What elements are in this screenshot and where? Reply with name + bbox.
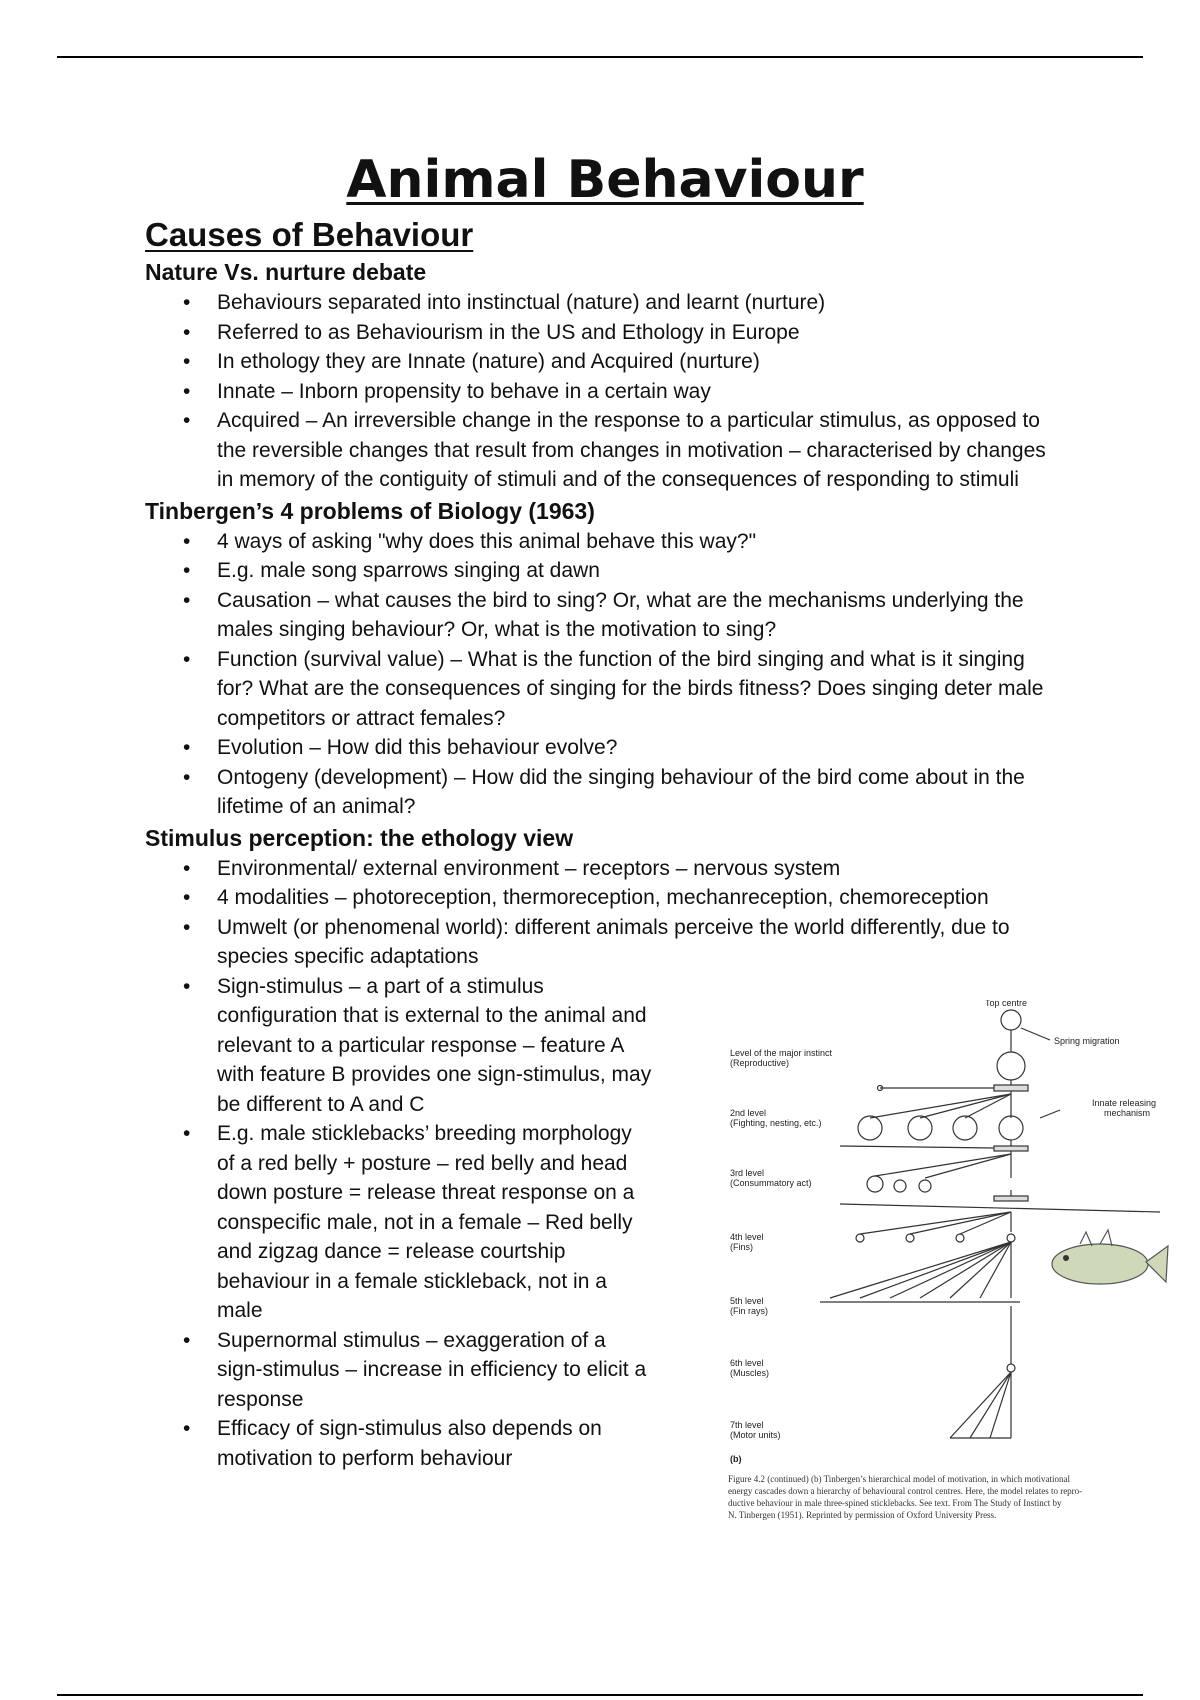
bullet-icon: • xyxy=(183,765,191,789)
irm-label: Innate releasing xyxy=(1092,1098,1157,1108)
level-label: 6th level xyxy=(730,1358,764,1368)
bullet-icon: • xyxy=(183,856,191,880)
level-label: 5th level xyxy=(730,1296,764,1306)
sixth-level-node xyxy=(1007,1364,1015,1372)
bullet-icon: • xyxy=(183,320,191,344)
level-sublabel: (Muscles) xyxy=(730,1368,770,1378)
nature-nurture-list xyxy=(145,288,1065,495)
level-sublabel: (Fighting, nesting, etc.) xyxy=(730,1118,822,1128)
list-item: • Ontogeny (development) – How did the singing behaviour of the bird come about in the lifetime of an animal? xyxy=(145,763,1057,822)
list-item: • In ethology they are Innate (nature) and Acquired (nurture) xyxy=(145,347,1057,377)
level-label: 2nd level xyxy=(730,1108,767,1118)
fourth-level-node xyxy=(956,1234,964,1242)
figure-caption-line: ductive behaviour in male three-spined sticklebacks. See text. From The Study of Instinct by xyxy=(728,1498,1062,1508)
bullet-icon: • xyxy=(183,291,191,314)
bullet-icon: • xyxy=(183,350,191,373)
top-centre-label: Top centre xyxy=(985,1000,1028,1008)
section-title: Causes of Behaviour xyxy=(145,216,474,253)
level-label: Level of the major instinct xyxy=(730,1048,833,1058)
list-item: • 4 ways of asking "why does this animal behave this way?" xyxy=(145,527,1057,557)
second-level-node xyxy=(999,1116,1023,1140)
top-centre-node xyxy=(1001,1010,1021,1030)
bullet-icon: • xyxy=(183,379,191,403)
level-sublabel: (Reproductive) xyxy=(730,1058,790,1068)
level-sublabel: (Fin rays) xyxy=(730,1306,768,1316)
list-item: • Umwelt (or phenomenal world): different animals perceive the world differently, due to species specific adaptations xyxy=(145,913,1057,972)
list-item: • Efficacy of sign-stimulus also depends on motivation to perform behaviour xyxy=(145,1414,652,1473)
figure-caption-line: Figure 4.2 (continued) (b) Tinbergen’s hierarchical model of motivation, in which motivational xyxy=(728,1474,1071,1484)
heading-stimulus-perception: Stimulus perception: the ethology view xyxy=(145,824,574,851)
major-instinct-node xyxy=(997,1052,1025,1080)
list-item: • E.g. male song sparrows singing at dawn xyxy=(145,556,1057,586)
third-level-node xyxy=(894,1180,906,1192)
level-label: 4th level xyxy=(730,1232,764,1242)
bullet-icon: • xyxy=(183,588,191,612)
list-item: • Innate – Inborn propensity to behave in a certain way xyxy=(145,377,1057,407)
panel-label: (b) xyxy=(730,1454,742,1464)
list-item: • Function (survival value) – What is the function of the bird singing and what is it singing for? What are the consequences of singing for the birds fitness? Does singing deter male competitors or attract females? xyxy=(145,645,1057,734)
list-item: • Causation – what causes the bird to sing? Or, what are the mechanisms underlying the males singing behaviour? Or, what is the motivation to sing? xyxy=(145,586,1057,645)
top-rule xyxy=(57,56,1143,58)
level-sublabel: (Consummatory act) xyxy=(730,1178,812,1188)
level-sublabel: (Fins) xyxy=(730,1242,753,1252)
second-level-node xyxy=(858,1116,882,1140)
tinbergen-hierarchy-figure xyxy=(580,1000,1170,1540)
bullet-icon: • xyxy=(183,886,191,909)
list-item: • 4 modalities – photoreception, thermoreception, mechanreception, chemoreception xyxy=(145,883,1057,913)
second-level-node xyxy=(953,1116,977,1140)
third-level-node xyxy=(919,1180,931,1192)
fourth-level-node xyxy=(1007,1234,1015,1242)
level-sublabel: (Motor units) xyxy=(730,1430,781,1440)
fourth-level-node xyxy=(856,1234,864,1242)
bullet-icon: • xyxy=(183,1328,191,1352)
second-level-node xyxy=(908,1116,932,1140)
bullet-icon: • xyxy=(183,647,191,671)
hierarchy-diagram xyxy=(580,1000,1170,1540)
list-item: • Behaviours separated into instinctual (nature) and learnt (nurture) xyxy=(145,288,1057,318)
spring-migration-label: Spring migration xyxy=(1054,1036,1120,1046)
bullet-icon: • xyxy=(183,559,191,582)
bullet-icon: • xyxy=(183,409,191,432)
document-title: Animal Behaviour xyxy=(346,150,864,210)
bullet-icon: • xyxy=(183,974,191,998)
figure-caption-line: energy cascades down a hierarchy of behavioural control centres. Here, the model relates to repro- xyxy=(728,1486,1083,1496)
tinbergen-list xyxy=(145,527,1065,822)
list-item: • Referred to as Behaviourism in the US and Ethology in Europe xyxy=(145,318,1057,348)
bullet-icon: • xyxy=(183,915,191,939)
stickleback-fish-icon xyxy=(1052,1230,1168,1284)
bullet-icon: • xyxy=(183,1417,191,1440)
fourth-level-node xyxy=(906,1234,914,1242)
figure-caption-line: N. Tinbergen (1951). Reprinted by permission of Oxford University Press. xyxy=(728,1510,997,1520)
heading-tinbergen: Tinbergen’s 4 problems of Biology (1963) xyxy=(145,497,595,524)
list-item: • Sign-stimulus – a part of a stimulus configuration that is external to the animal and relevant to a particular response – feature A with feature B provides one sign-stimulus, may be different to A and C xyxy=(145,972,652,1120)
third-level-node xyxy=(867,1176,883,1192)
bullet-icon: • xyxy=(183,529,191,553)
list-item: • Acquired – An irreversible change in the response to a particular stimulus, as opposed to the reversible changes that result from changes in motivation – characterised by changes in memory of the contiguity of stimuli and of the consequences of responding to stimuli xyxy=(145,406,1057,495)
bullet-icon: • xyxy=(183,1122,191,1145)
list-item: • Environmental/ external environment – receptors – nervous system xyxy=(145,854,1057,884)
list-item: • E.g. male sticklebacks’ breeding morphology of a red belly + posture – red belly and head down posture = release threat response on a conspecific male, not in a female – Red belly and zigzag dance = release courtship behaviour in a female stickleback, not in a male xyxy=(145,1119,652,1326)
level-label: 7th level xyxy=(730,1420,764,1430)
heading-nature-nurture: Nature Vs. nurture debate xyxy=(145,259,427,285)
level-label: 3rd level xyxy=(730,1168,765,1178)
stimulus-list xyxy=(145,854,1065,972)
bullet-icon: • xyxy=(183,736,191,759)
bottom-rule xyxy=(57,1694,1143,1696)
list-item: • Supernormal stimulus – exaggeration of a sign-stimulus – increase in efficiency to elicit a response xyxy=(145,1326,652,1415)
irm-label-2: mechanism xyxy=(1104,1108,1151,1118)
list-item: • Evolution – How did this behaviour evolve? xyxy=(145,733,1057,763)
